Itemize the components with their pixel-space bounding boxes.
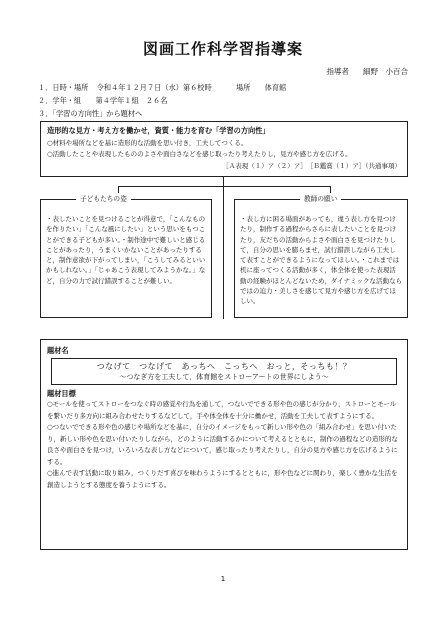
- info-line-3: ３．「学習の方向性」から題材へ: [38, 109, 143, 118]
- connector-horizontal: [118, 186, 330, 187]
- children-box: [40, 199, 212, 318]
- teacher-label: 教師の願い: [300, 193, 341, 203]
- direction-heading: 造形的な見方・考え方を働かせ，資質・能力を育む「学習の方向性」: [47, 126, 270, 135]
- direction-item-1: ○材料や場所などを基に造形的な活動を思い付き，工夫してつくる。: [47, 139, 248, 147]
- instructor-label: 指導者: [326, 67, 349, 76]
- instructor-line: [313, 66, 409, 77]
- info-line-1: [38, 83, 286, 93]
- theme-line-1: つなげて つなげて あっちへ こっちへ おっと，そっちも！？: [96, 362, 352, 371]
- direction-box: [40, 121, 408, 177]
- date-prefix: １．日時・場所: [38, 83, 89, 92]
- goal-item-3: ○進んで表す活動に取り組み，つくりだす喜びを味わうようにするとともに，形や色などに関わり，楽しく豊かな生活を創造しようとする態度を養うようにする。: [47, 469, 398, 489]
- theme-line-2: 〜つなぎ方を工夫して，体育館をストローアートの世界にしよう〜: [119, 373, 329, 381]
- place-value: 体育館: [264, 83, 287, 92]
- theme-title-box: [51, 358, 397, 385]
- theme-box: [40, 339, 408, 550]
- page-number: 1: [220, 575, 226, 583]
- children-text: ・表したいことを見つけることが得意で，「こんなものを作りたい」「こんな風にしたい」という思いをもつことができる子どもが多い。・制作途中で難しいと感じることがあったり，うまくいかないことがあったりすると，制作意欲が下がってしまい，「こうしてみるといいかもしれない。」「じゃあこう表現してみようかな。」など，自分の力で試行錯誤することが難しい。: [46, 215, 206, 285]
- connector-vertical: [223, 177, 224, 319]
- goals-label: 題材目標: [47, 389, 76, 398]
- info-line-2: ２．学年・組 第４学年１組 ２６名: [38, 96, 168, 105]
- direction-item-2: ○活動したことや表現したもののよさや面白さなどを感じ取ったり考えたりし，見方や感じ方を広げる。: [47, 150, 352, 158]
- date-value: 令和４年１２月７日（水）第６校時: [96, 83, 212, 92]
- goal-item-2: ○つないでできる形や色の感じや場所などを基に，自分のイメージをもって新しい形や色の「組み合わせ」を思い付いたり，新しい形や色を思い付いたりしながら，どのように活動するかについて考えるとともに，制作の過程などの造形的な良さや面白さを見つけ，いろいろな表し方などについて，感じ取ったり考えたりし，自分の見方や感じ方を広げるようにする。: [47, 423, 398, 466]
- teacher-text: ・表し方に困る場面があっても，違う表し方を見つけたり，制作する過程からさらに表したいことを見つけたり，友だちの活動からよさや面白さを見つけたりして，自分の思いを膨らませ，試行錯誤しながら工夫して表すことができるようになってほしい。・これまでは机に座ってつくる活動が多く，体全体を使った表現活動の経験がほとんどないため，ダイナミックな活動ならではの迫力・美しさを感じて見方や感じ方を広げてほしい。: [240, 215, 402, 306]
- teacher-box: [234, 199, 408, 318]
- place-label: 場所: [235, 83, 251, 92]
- theme-label: 題材名: [47, 346, 69, 355]
- instructor-name: 細野 小百合: [363, 67, 408, 76]
- goal-item-1: ○モールを使ってストローをつなぐ時の感覚や行為を通して，つないでできる形や色の感じが分かり，ストローとモールを繋いだり多方向に組み合わせたりするなどして，手や体全体を十分に働かせ，活動を工夫して表すようにする。: [47, 400, 397, 420]
- direction-standard: ［Ａ表現（１）ア（２）ア］ ［Ｂ鑑賞（１）ア］（共通事項）: [222, 162, 401, 170]
- children-label: 子どもたちの姿: [76, 193, 131, 203]
- page-title: 図画工作科学習指導案: [142, 40, 303, 58]
